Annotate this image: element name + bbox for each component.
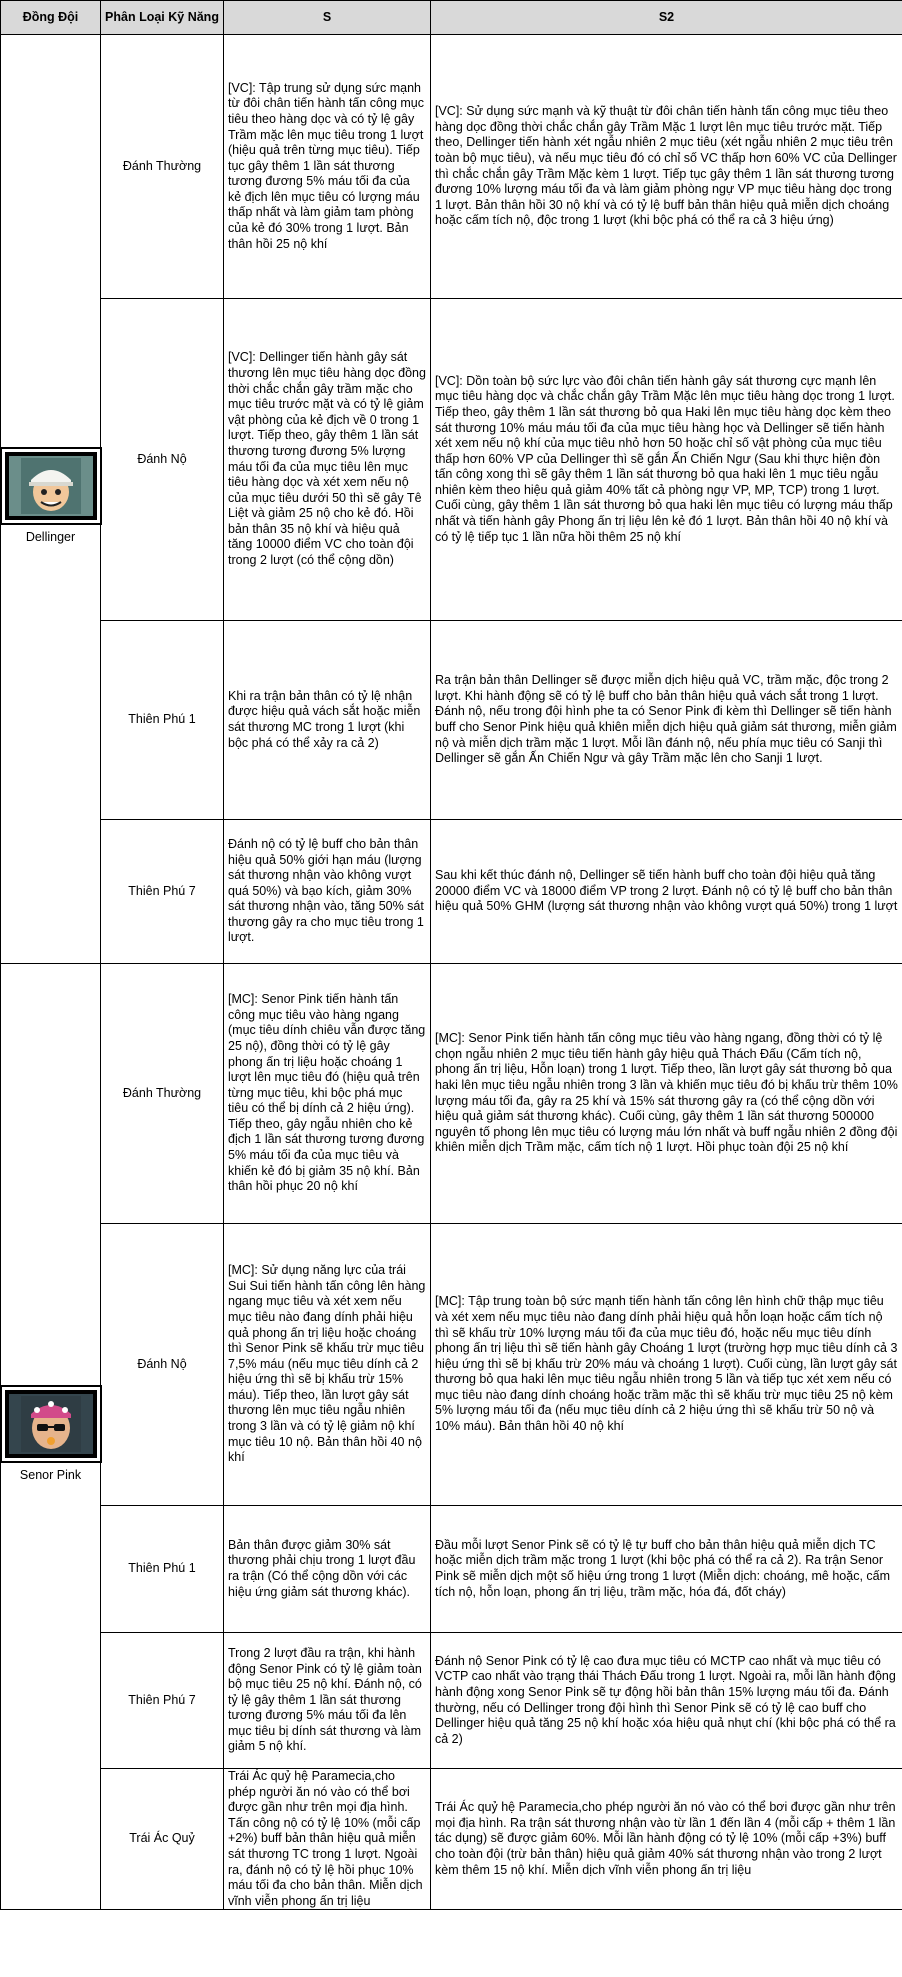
skill-type: Đánh Thường bbox=[101, 964, 224, 1224]
skill-s2: [MC]: Senor Pink tiến hành tấn công mục tiêu vào hàng ngang, đồng thời có tỷ lệ chọn ngẫu nhiên 2 mục tiêu tiến hành gây hiệu quả Thách Đấu (Cấm tích nộ, phong ấn trị liệu, Hỗn loạn) trong 1 lượt. Tiếp theo, lần lượt gây sát thương bỏ qua haki lên mục tiêu ngẫu nhiên trong 3 lần và khiến mục tiêu đó bị khấu trừ thêm 10% lượng máu tối đa, gây ra 25 khí và 15% sát thương gây ra (có thể cộng dồn với hiệu quả giảm sát thương khác). Cuối cùng, gây thêm 1 lần sát thương 500000 nguyên tố phong lên mục tiêu có lượng máu lớn nhất và buff ngẫu nhiên 2 đồng đội khiên miễn dịch Trầm mặc, cấm tích nộ 1 lượt. Hồi phục toàn đội 25 nộ khí bbox=[431, 964, 902, 1224]
skill-s: [VC]: Dellinger tiến hành gây sát thương lên mục tiêu hàng dọc đồng thời chắc chắn gây trầm mặc cho mục tiêu trước mặt và có tỷ lệ giảm vật phòng của kẻ địch về 0 trong 1 lượt. Tiếp theo, gây thêm 1 lần sát thương tương đương 5% lượng máu tối đa của mục tiêu lên mục tiêu hàng dọc và xét xem nếu nộ của mục tiêu dưới 50 thì sẽ gây Tê Liệt và giảm 25 nộ cho kẻ đó. Hồi bản thân 35 nộ khí và hiệu quả tăng 10000 điểm VC cho toàn đội trong 2 lượt (có thể cộng dồn) bbox=[224, 299, 431, 621]
skill-s2: Sau khi kết thúc đánh nộ, Dellinger sẽ tiến hành buff cho toàn đội hiệu quả tăng 20000 điểm VC và 18000 điểm VP trong 2 lượt. Đánh nộ có tỷ lệ buff cho bản thân hiệu quả 50% GHM (lượng sát thương nhận vào không vượt quá 50%) trong 1 lượt bbox=[431, 820, 902, 964]
skill-s2: [VC]: Dồn toàn bộ sức lực vào đôi chân tiến hành gây sát thương cực mạnh lên mục tiêu hàng dọc và chắc chắn gây Trầm Mặc lên mục tiêu hàng dọc trong 1 lượt. Tiếp theo, gây thêm 1 lần sát thương bỏ qua Haki lên mục tiêu hàng dọc kèm theo sát thương 10% máu máu tối đa của mục tiêu hàng học và Dellinger sẽ tiến hành xét xem nếu nộ khí của mục tiêu nhỏ hơn 50 hoặc chỉ số vật phòng của mục tiêu thấp hơn 60% VP của Dellinger thì sẽ gắn Ấn Chiến Ngư (Sau khi thực hiện đòn tấn công xong thì sẽ gây thêm 1 lần sát thương bỏ qua haki lên 1 mục tiêu ngẫu nhiên kèm theo hiệu quả giảm 40% tất cả phòng ngự VP, MP, TCP) trong 1 lượt. Cuối cùng, gây thêm 1 lần sát thương bỏ qua haki lên mục tiêu có lượng máu thấp nhất và tiến hành gây Phong ấn trị liệu lên kẻ đó 1 lượt. Bản thân hồi 40 nộ khí và có tỷ lệ tiếp tục 1 lần nữa hồi thêm 25 nộ khí bbox=[431, 299, 902, 621]
table-row bbox=[1, 964, 902, 1224]
skill-type: Thiên Phú 7 bbox=[101, 1633, 224, 1769]
table-row bbox=[1, 1769, 902, 1910]
skill-s2: Trái Ác quỷ hệ Paramecia,cho phép người ăn nó vào có thể bơi được gần như trên mọi địa hình. Ra trận sát thương nhận vào từ lần 1 đến lần 4 (mỗi cấp + thêm 1 lần tác dụng) sẽ được giảm 60%. Mỗi lần hành động có tỷ lệ 10% (mỗi cấp +3%) buff cho toàn đội (trừ bản thân) hiệu quả giảm 40% sát thương nhận vào trong 2 lượt kèm thêm 15 nộ khí. Miễn dịch vĩnh viễn phong ấn trị liệu bbox=[431, 1769, 902, 1910]
table-row bbox=[1, 35, 902, 299]
senor-pink-portrait-icon bbox=[5, 1390, 97, 1458]
skill-s2: [VC]: Sử dụng sức mạnh và kỹ thuật từ đôi chân tiến hành tấn công mục tiêu theo hàng dọc đồng thời chắc chắn gây Trầm Mặc 1 lượt lên mục tiêu trước mặt. Tiếp theo, Dellinger tiến hành xét ngẫu nhiên 2 mục tiêu (xét ngẫu nhiên 2 mục tiêu trên toàn bộ mục tiêu), và nếu mục tiêu đó có chỉ số VC thấp hơn 60% VC của Dellinger thì chắc chắn gây Trầm Mặc kèm 1 lượt. Tiếp tục gây thêm 1 lần sát thương tương đương 10% lượng máu tối đa và làm giảm phòng ngự VP mục tiêu hàng dọc trong 1 lượt. Bản thân hồi 30 nộ khí và có tỷ lệ buff bản thân hiệu quả miễn dịch choáng hoặc cấm tích nộ, độc trong 1 lượt (khi bộc phá có thể ra cả 3 hiệu ứng) bbox=[431, 35, 902, 299]
character-name: Dellinger bbox=[25, 530, 76, 545]
skill-type: Đánh Nộ bbox=[101, 299, 224, 621]
skill-s: Đánh nộ có tỷ lệ buff cho bản thân hiệu quả 50% giới hạn máu (lượng sát thương nhận vào không vượt quá 50%) và bạo kích, giảm 30% sát thương nhận vào, tăng 50% sát thương gây ra cho mục tiêu trong 1 lượt. bbox=[224, 820, 431, 964]
skill-s2: [MC]: Tập trung toàn bộ sức mạnh tiến hành tấn công lên hình chữ thập mục tiêu và xét xem nếu mục tiêu nào đang dính phải hiệu quả hỗn loạn hoặc cấm tích nộ thì sẽ khấu trừ 10% lượng máu tối đa của mục tiêu đó, hoặc nếu mục tiêu dính phong ấn trị liệu thì sẽ tiến hành gây Choáng 1 lượt (trường hợp mục tiêu dính cả 3 hiệu ứng thì sẽ bị khấu trừ 20% máu và choáng 1 lượt). Cuối cùng, lần lượt gây sát thương bỏ qua haki lên mục tiêu ngẫu nhiên trong 5 lần và tiếp tục xét xem nếu có mục tiêu nào đang dính choáng hoặc trầm mặc thì sẽ khấu trừ mục tiêu 25 nộ kèm 5% lượng máu tối đa (nếu mục tiêu dính cả 2 hiệu ứng thì sẽ khấu trừ 50 nộ và 10% máu). Bản thân hồi 40 nộ khí bbox=[431, 1224, 902, 1506]
table-row bbox=[1, 299, 902, 621]
character-cell bbox=[1, 964, 101, 1910]
skill-s2: Ra trận bản thân Dellinger sẽ được miễn dịch hiệu quả VC, trầm mặc, độc trong 2 lượt. Khi hành động sẽ có tỷ lệ buff cho bản thân hiệu quả vách sắt trong 1 lượt. Đánh nộ, nếu trong đội hình phe ta có Senor Pink đi kèm thì Dellinger sẽ tiến hành buff cho Senor Pink hiệu quả khiên miễn dịch hiệu quả giảm sát thương, miễn giảm nộ và miễn dịch trầm mặc 1 lượt. Mỗi lần đánh nộ, nếu phía mục tiêu có Sanji thì Dellinger sẽ gắn Ấn Chiến Ngư và gây Trầm mặc lên cho Sanji 1 lượt. bbox=[431, 621, 902, 820]
character-cell bbox=[1, 35, 101, 964]
skill-type: Đánh Thường bbox=[101, 35, 224, 299]
skill-s2: Đầu mỗi lượt Senor Pink sẽ có tỷ lệ tự buff cho bản thân hiệu quả miễn dịch TC hoặc miễn dịch trầm mặc trong 1 lượt (khi bộc phá có thể ra cả 2). Ra trận Senor Pink sẽ miễn dịch một số hiệu ứng trong 1 lượt (Miễn dịch: choáng, mê hoặc, cấm tích nộ, hỗn loạn, phong ấn trị liệu, trầm mặc, hóa đá, đốt cháy) bbox=[431, 1506, 902, 1633]
skill-type: Đánh Nộ bbox=[101, 1224, 224, 1506]
table-row bbox=[1, 1224, 902, 1506]
skill-s: [MC]: Sử dụng năng lực của trái Sui Sui tiến hành tấn công lên hàng ngang mục tiêu và xét xem nếu mục tiêu nào đang dính phải hiệu quả phong ấn trị liệu hoặc choáng thì Senor Pink sẽ khấu trừ mục tiêu 7,5% máu (nếu mục tiêu dính cả 2 hiệu ứng thì sẽ bị khấu trừ 15% máu). Tiếp theo, lần lượt gây sát thương lên mục tiêu ngẫu nhiên trong 3 lần và có tỷ lệ giảm nộ khí mục tiêu 10 nộ. Bản thân hồi 40 nộ khí bbox=[224, 1224, 431, 1506]
skill-type: Trái Ác Quỷ bbox=[101, 1769, 224, 1910]
table-row bbox=[1, 621, 902, 820]
skill-s: Trái Ác quỷ hệ Paramecia,cho phép người ăn nó vào có thể bơi được gần như trên mọi địa hình. Tấn công nộ có tỷ lệ 10% (mỗi cấp +2%) buff bản thân hiệu quả miễn sát thương TC trong 1 lượt. Ngoài ra, đánh nộ có tỷ lệ hồi phục 10% máu tối đa cho bản thân. Miễn dịch vĩnh viễn phong ấn trị liệu bbox=[224, 1769, 431, 1910]
skill-s: [MC]: Senor Pink tiến hành tấn công mục tiêu vào hàng ngang (mục tiêu dính chiêu vẫn được tăng 25 nộ), đồng thời có tỷ lệ gây phong ấn trị liệu hoặc choáng 1 lượt lên mục tiêu đó (hiệu quả trên từng mục tiêu, khi bộc phá mục tiêu có thể bị dính cả 2 hiệu ứng). Tiếp theo, gây ngẫu nhiên cho kẻ địch 1 lần sát thương tương đương 5% máu tối đa của mục tiêu và khiến kẻ đó bị giảm 35 nộ khí. Bản thân hồi phục 20 nộ khí bbox=[224, 964, 431, 1224]
table-row bbox=[1, 1633, 902, 1769]
character-name: Senor Pink bbox=[19, 1467, 82, 1482]
header-teammate: Đồng Đội bbox=[1, 1, 101, 35]
table-row bbox=[1, 1506, 902, 1633]
skill-type: Thiên Phú 7 bbox=[101, 820, 224, 964]
skill-s: Khi ra trận bản thân có tỷ lệ nhận được hiệu quả vách sắt hoặc miễn sát thương MC trong 1 lượt (khi bộc phá có thể xảy ra cả 2) bbox=[224, 621, 431, 820]
skill-type: Thiên Phú 1 bbox=[101, 621, 224, 820]
header-skill-type: Phân Loại Kỹ Năng bbox=[101, 1, 224, 35]
skill-type: Thiên Phú 1 bbox=[101, 1506, 224, 1633]
skill-s: Bản thân được giảm 30% sát thương phải chịu trong 1 lượt đầu ra trận (Có thể cộng dồn với các hiệu ứng giảm sát thương khác). bbox=[224, 1506, 431, 1633]
table-row bbox=[1, 820, 902, 964]
header-row bbox=[1, 1, 902, 35]
dellinger-portrait-icon bbox=[5, 452, 97, 520]
skill-s: Trong 2 lượt đầu ra trận, khi hành động Senor Pink có tỷ lệ giảm toàn bộ mục tiêu 25 nộ khí. Đánh nộ, có tỷ lệ gây thêm 1 lần sát thương tương đương 5% máu tối đa lên mục tiêu bị dính sát thương và làm giảm 5 nộ khí. bbox=[224, 1633, 431, 1769]
header-s: S bbox=[224, 1, 431, 35]
skill-s: [VC]: Tập trung sử dụng sức mạnh từ đôi chân tiến hành tấn công mục tiêu theo hàng dọc và có tỷ lệ gây Trầm mặc lên mục tiêu trong 1 lượt (hiệu quả trên từng mục tiêu). Tiếp tục gây thêm 1 lần sát thương tương đương 5% máu tối đa của kẻ địch lên mục tiêu có lượng máu thấp nhất và làm giảm tam phòng của kẻ đó 30% trong 1 lượt. Bản thân hồi 25 nộ khí bbox=[224, 35, 431, 299]
header-s2: S2 bbox=[431, 1, 902, 35]
skill-s2: Đánh nộ Senor Pink có tỷ lệ cao đưa mục tiêu có MCTP cao nhất và mục tiêu có VCTP cao nhất vào trạng thái Thách Đấu trong 1 lượt. Ngoài ra, mỗi lần hành động hành động xong Senor Pink sẽ tự động hồi bản thân 15% lượng máu tối đa. Đánh thường, nếu có Dellinger trong đội hình thì Senor Pink sẽ có tỷ lệ cao buff cho Dellinger hiệu quả tăng 25 nộ khí hoặc xóa hiệu quả nhụt chí (khi bộc phá có thể ra cả 2) bbox=[431, 1633, 902, 1769]
